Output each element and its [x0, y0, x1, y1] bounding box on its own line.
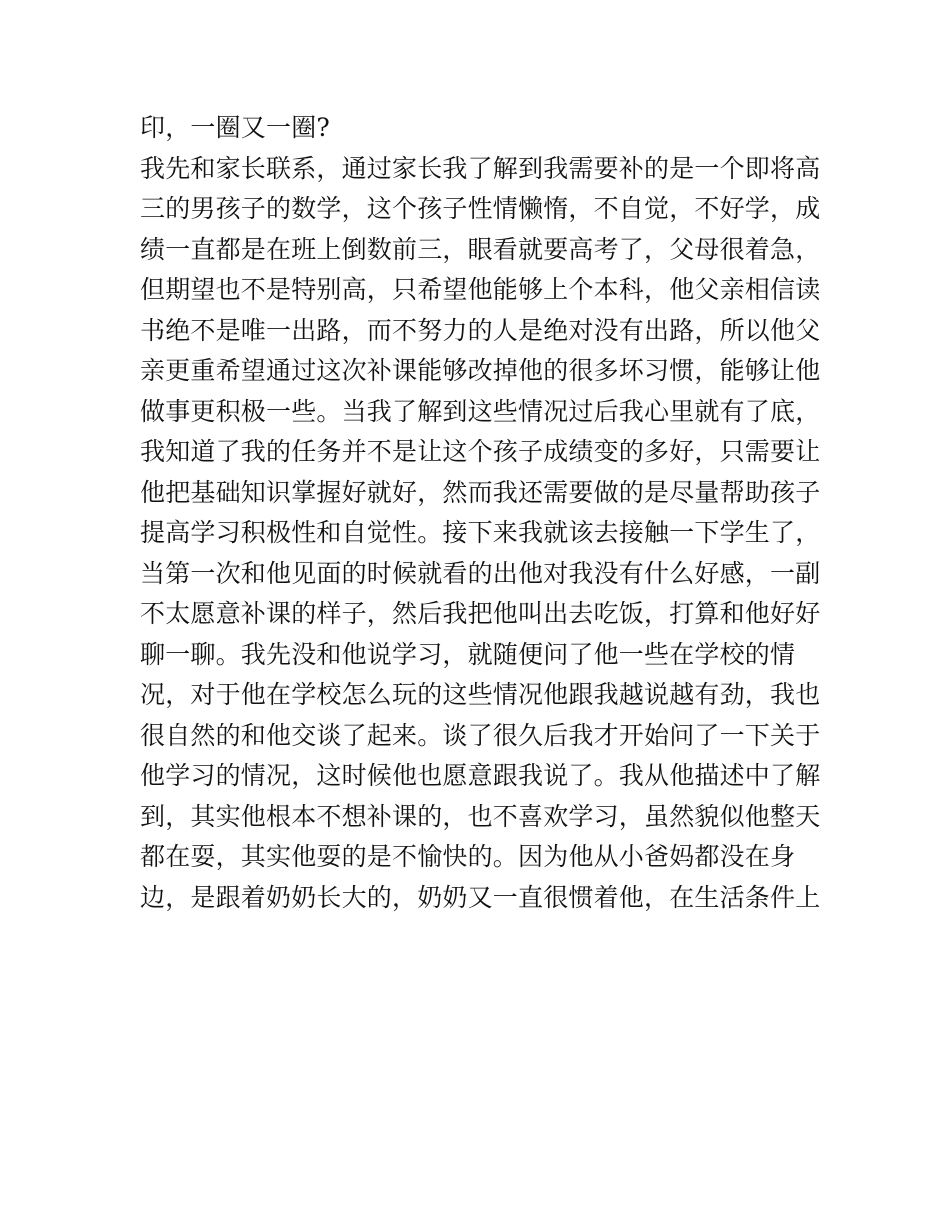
text-line: 提高学习积极性和自觉性。接下来我就该去接触一下学生了，: [140, 518, 821, 547]
text-line: 聊一聊。我先没和他说学习，就随便问了他一些在学校的情: [140, 639, 796, 669]
text-line: 书绝不是唯一出路，而不努力的人是绝对没有出路，所以他父: [140, 315, 821, 345]
text-line: 亲更重希望通过这次补课能够改掉他的很多坏习惯，能够让他: [140, 356, 821, 385]
body-text: [140, 108, 820, 918]
text-line: 不太愿意补课的样子，然后我把他叫出去吃饭，打算和他好好: [140, 599, 821, 628]
text-line: 绩一直都是在班上倒数前三，眼看就要高考了，父母很着急，: [140, 234, 821, 264]
text-line: 都在耍，其实他耍的是不愉快的。因为他从小爸妈都没在身: [140, 842, 796, 871]
text-line: 边，是跟着奶奶长大的，奶奶又一直很惯着他，在生活条件上: [140, 882, 821, 912]
text-line: 很自然的和他交谈了起来。谈了很久后我才开始问了一下关于: [140, 720, 821, 750]
text-line: 况，对于他在学校怎么玩的这些情况他跟我越说越有劲，我也: [140, 680, 821, 709]
text-line: 我先和家长联系，通过家长我了解到我需要补的是一个即将高: [140, 153, 821, 183]
text-line: 做事更积极一些。当我了解到这些情况过后我心里就有了底，: [140, 396, 821, 426]
text-line: 印，一圈又一圈?: [140, 113, 331, 142]
text-line: 我知道了我的任务并不是让这个孩子成绩变的多好，只需要让: [140, 437, 821, 466]
text-line: 但期望也不是特别高，只希望他能够上个本科，他父亲相信读: [140, 275, 821, 304]
text-line: 到，其实他根本不想补课的，也不喜欢学习，虽然貌似他整天: [140, 801, 821, 831]
text-line: 当第一次和他见面的时候就看的出他对我没有什么好感，一副: [140, 558, 821, 588]
text-line: 他把基础知识掌握好就好，然而我还需要做的是尽量帮助孩子: [140, 477, 821, 507]
text-line: 他学习的情况，这时候他也愿意跟我说了。我从他描述中了解: [140, 761, 821, 790]
text-line: 三的男孩子的数学，这个孩子性情懒惰，不自觉，不好学，成: [140, 194, 821, 223]
